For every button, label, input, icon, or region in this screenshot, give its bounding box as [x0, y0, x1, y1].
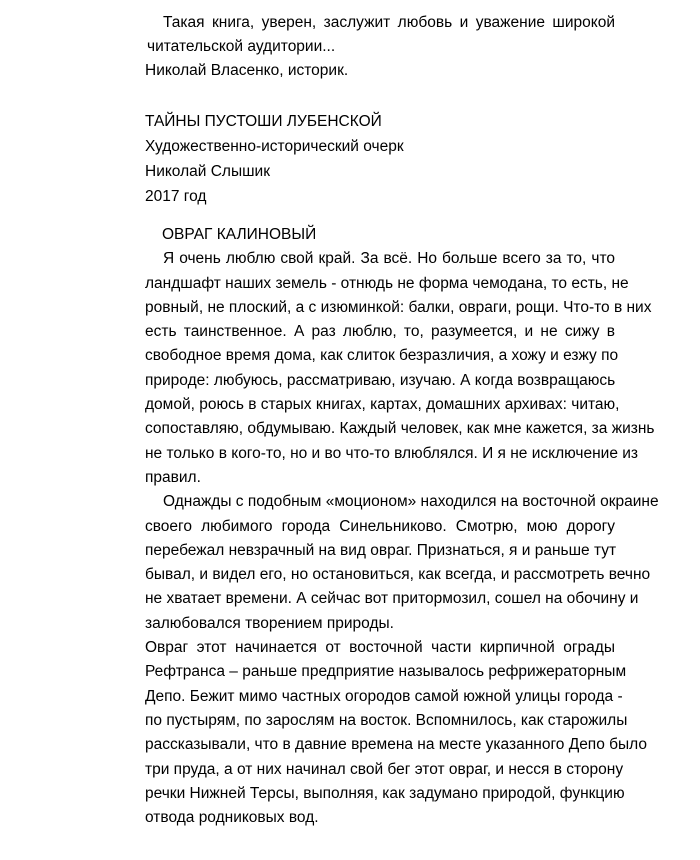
text-line: есть таинственное. А раз люблю, то, разумеется, и не сижу в: [145, 323, 615, 341]
text-line: Депо. Бежит мимо частных огородов самой южной улицы города -: [145, 687, 623, 705]
book-genre: Художественно-исторический очерк: [145, 138, 404, 155]
text-line: залюбовался творением природы.: [145, 614, 394, 632]
chapter: [145, 223, 659, 830]
text-line: Овраг этот начинается от восточной части кирпичной ограды: [145, 639, 615, 657]
title-block: [145, 109, 615, 209]
intro-line: читательской аудитории...: [147, 38, 336, 55]
text-line: правил.: [145, 468, 201, 486]
text-line: своего любимого города Синельниково. Смотрю, мою дорогу: [145, 517, 615, 535]
text-line: три пруда, а от них начинал свой бег этот овраг, и несся в сторону: [145, 760, 624, 778]
intro-signature: Николай Власенко, историк.: [145, 62, 349, 79]
text-line: бывал, и видел его, но остановиться, как всегда, и рассмотреть вечно: [145, 566, 651, 584]
intro-quote: [145, 11, 615, 83]
paragraph-3: [145, 636, 647, 830]
text-line: природе: любуюсь, рассматриваю, изучаю. А когда возвращаюсь: [145, 371, 616, 389]
text-line: рассказывали, что в давние времена на месте указанного Депо было: [145, 736, 647, 754]
text-line: речки Нижней Терсы, выполняя, как задумано природой, функцию: [145, 784, 625, 802]
text-line: отвода родниковых вод.: [145, 809, 319, 827]
text-line: перебежал невзрачный на вид овраг. Признаться, я и раньше тут: [145, 541, 617, 559]
text-line: Рефтранса – раньше предприятие называлось рефрижераторным: [145, 663, 627, 681]
text-line: не хватает времени. А сейчас вот притормозил, сошел на обочину и: [145, 590, 639, 608]
book-year: 2017 год: [145, 188, 207, 205]
intro-line: Такая книга, уверен, заслужит любовь и уважение широкой: [163, 14, 615, 31]
chapter-title: ОВРАГ КАЛИНОВЫЙ: [162, 226, 317, 243]
text-line: свободное время дома, как слиток безразличия, а хожу и езжу по: [145, 347, 619, 365]
text-line: ландшафт наших земель - отнюдь не форма чемодана, то есть, не: [145, 274, 629, 292]
book-title: ТАЙНЫ ПУСТОШИ ЛУБЕНСКОЙ: [145, 113, 382, 130]
text-line: домой, роюсь в старых книгах, картах, домашних архивах: читаю,: [145, 396, 620, 414]
paragraph-1: [145, 247, 655, 490]
paragraph-2: [145, 490, 659, 636]
text-line: сопоставляю, обдумываю. Каждый человек, как мне кажется, за жизнь: [145, 420, 655, 438]
book-author: Николай Слышик: [145, 163, 270, 180]
text-line: не только в кого-то, но и во что-то влюблялся. И я не исключение из: [145, 444, 639, 462]
text-line: ровный, не плоский, а с изюминкой: балки, овраги, рощи. Что-то в них: [145, 298, 652, 316]
text-line: по пустырям, по зарослям на восток. Вспомнилось, как старожилы: [145, 711, 628, 729]
text-line: Однажды с подобным «моционом» находился на восточной окраине: [163, 493, 659, 511]
text-line: Я очень люблю свой край. За всё. Но больше всего за то, что: [163, 250, 615, 268]
